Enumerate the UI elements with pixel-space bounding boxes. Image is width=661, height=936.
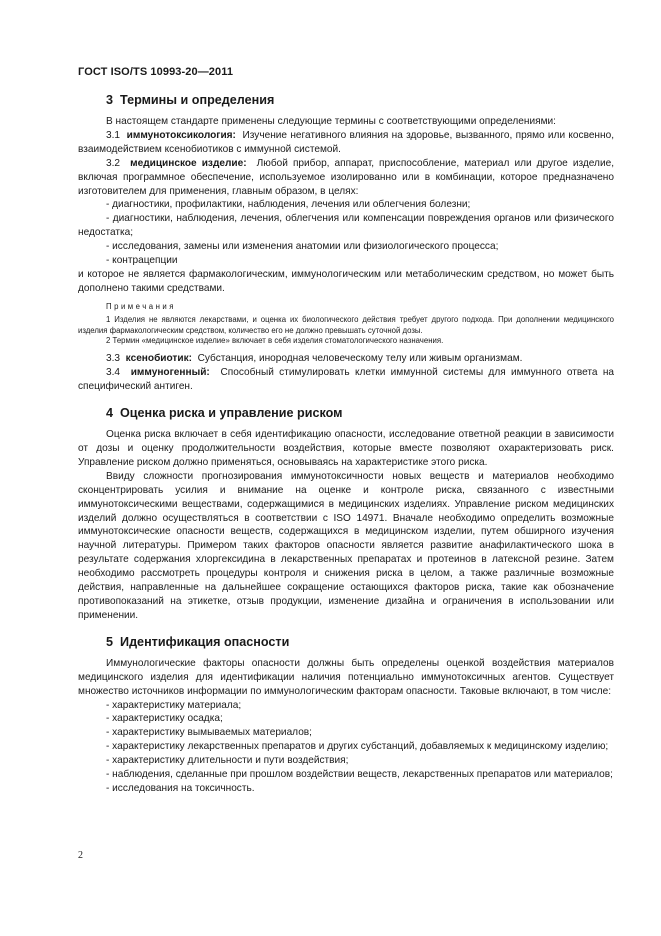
list-item: - диагностики, наблюдения, лечения, облегчения или компенсации повреждения органов или физического недостатка; [78, 213, 614, 239]
term-3-1-definition: Изучение негативного влияния на здоровье, вызванного, прямо или косвенно, взаимодействием ксенобиотиков с иммунной системой. [78, 129, 615, 155]
term-3-1-number: 3.1 [106, 129, 121, 141]
page-number: 2 [78, 850, 83, 861]
section-3-intro: В настоящем стандарте применены следующие термины с соответствующими определениями: [106, 116, 556, 127]
term-3-2-definition: Любой прибор, аппарат, приспособление, материал или другое изделие, включая программное обеспечение, используемое изолированно или в комбинации, которое предназначено изготовителем для применения, главным образом, в целях: [78, 157, 615, 197]
list-item: - характеристику вымываемых материалов; [106, 727, 312, 739]
list-item: - характеристику осадка; [106, 713, 223, 725]
term-3-3-number: 3.3 [106, 353, 121, 365]
term-3-3-definition: Субстанция, инородная человеческому телу или живым организмам. [197, 353, 523, 365]
term-3-4-term: иммуногенный: [130, 367, 210, 379]
term-3-4 [78, 366, 614, 394]
document-code-header: ГОСТ ISO/TS 10993-20—2011 [78, 66, 234, 78]
section-5-title: Идентификация опасности [120, 634, 290, 649]
list-item: - характеристику материала; [106, 699, 242, 711]
section-4-heading [78, 405, 614, 421]
notes-title: Примечания [106, 301, 177, 311]
term-3-3 [78, 352, 614, 366]
section-4-number: 4 [106, 406, 114, 421]
list-item: - контрацепции [106, 255, 178, 267]
term-3-1 [78, 129, 614, 157]
list-item: - исследования на токсичность. [106, 782, 255, 794]
term-3-4-number: 3.4 [106, 367, 121, 379]
list-item: - наблюдения, сделанные при прошлом воздействии веществ, лекарственных препаратов или материалов; [106, 769, 613, 781]
list-item: - характеристику длительности и пути воздействия; [106, 755, 349, 767]
term-3-2 [78, 157, 614, 199]
note-1: 1 Изделия не являются лекарствами, и оценка их биологического действия требует другого подхода. При дополнении медицинского изделия фармакологическим средством, количество его не должно превышать суточной дозы. [78, 315, 614, 335]
section-4-paragraph-2: Ввиду сложности прогнозирования иммунотоксичности новых веществ и материалов необходимо сконцентрировать усилия и внимание на оценке и контроле риска, связанного с известными иммунотоксическими веществами, содержащимися в медицинских изделиях. Управление риском медицинских изделий должно осуществляться в соответствии с ISO 14971. Вначале необходимо определить возможные иммунотоксические опасности веществ, содержащихся в медицинском изделии, путем обширного изучения научной литературы. Примером таких факторов опасности является развитие анафилактического шока в результате содержания хлоргексидина в лекарственных препаратах и протеинов в латексной резине. Затем необходимо рассмотреть процедуры контроля и снижения риска в целом, а также различные возможные действия, направленные на дальнейшее сокращение остающихся факторов риска, такие как обозначение противопоказаний на этикетке, отзыв продукции, изменение дизайна и ограничения в использовании или применении. [78, 470, 614, 621]
section-3-title: Термины и определения [120, 93, 275, 107]
section-4-title: Оценка риска и управление риском [120, 406, 343, 421]
term-3-1-term: иммунотоксикология: [126, 129, 236, 141]
term-3-4-definition: Способный стимулировать клетки иммунной системы для иммунного ответа на специфический антиген. [78, 367, 615, 393]
section-5-number: 5 [106, 634, 114, 649]
term-3-2-term: медицинское изделие: [130, 157, 247, 169]
page-content [78, 92, 614, 796]
notes-block [78, 302, 614, 347]
list-item: - исследования, замены или изменения анатомии или физиологического процесса; [106, 241, 499, 253]
list-item: - диагностики, профилактики, наблюдения, лечения или облегчения болезни; [106, 199, 471, 211]
list-item: - характеристику лекарственных препаратов и других субстанций, добавляемых к медицинскому изделию; [106, 741, 609, 753]
term-3-2-tail: и которое не является фармакологическим, иммунологическим или метаболическим средством, но может быть дополнено такими средствами. [78, 268, 614, 294]
note-2: 2 Термин «медицинское изделие» включает в себя изделия стоматологического назначения. [106, 336, 444, 345]
section-5-heading [78, 634, 614, 650]
term-3-2-number: 3.2 [106, 157, 121, 169]
section-3-number: 3 [106, 93, 114, 107]
section-4-paragraph-1: Оценка риска включает в себя идентификацию опасности, исследование ответной реакции в зависимости от дозы и оценку продолжительности воздействия, которые вместе позволяют охарактеризовать риск. Управление риском должно применяться, основываясь на характеристике этого риска. [78, 429, 614, 468]
section-3-heading [78, 92, 614, 108]
term-3-3-term: ксенобиотик: [125, 353, 192, 365]
section-5-intro: Иммунологические факторы опасности должны быть определены оценкой воздействия материалов медицинского изделия для идентификации наличия потенциально иммунотоксичных агентов. Существует множество источников информации по иммунологическим факторам опасности. Таковые включают, в том числе: [78, 657, 614, 697]
